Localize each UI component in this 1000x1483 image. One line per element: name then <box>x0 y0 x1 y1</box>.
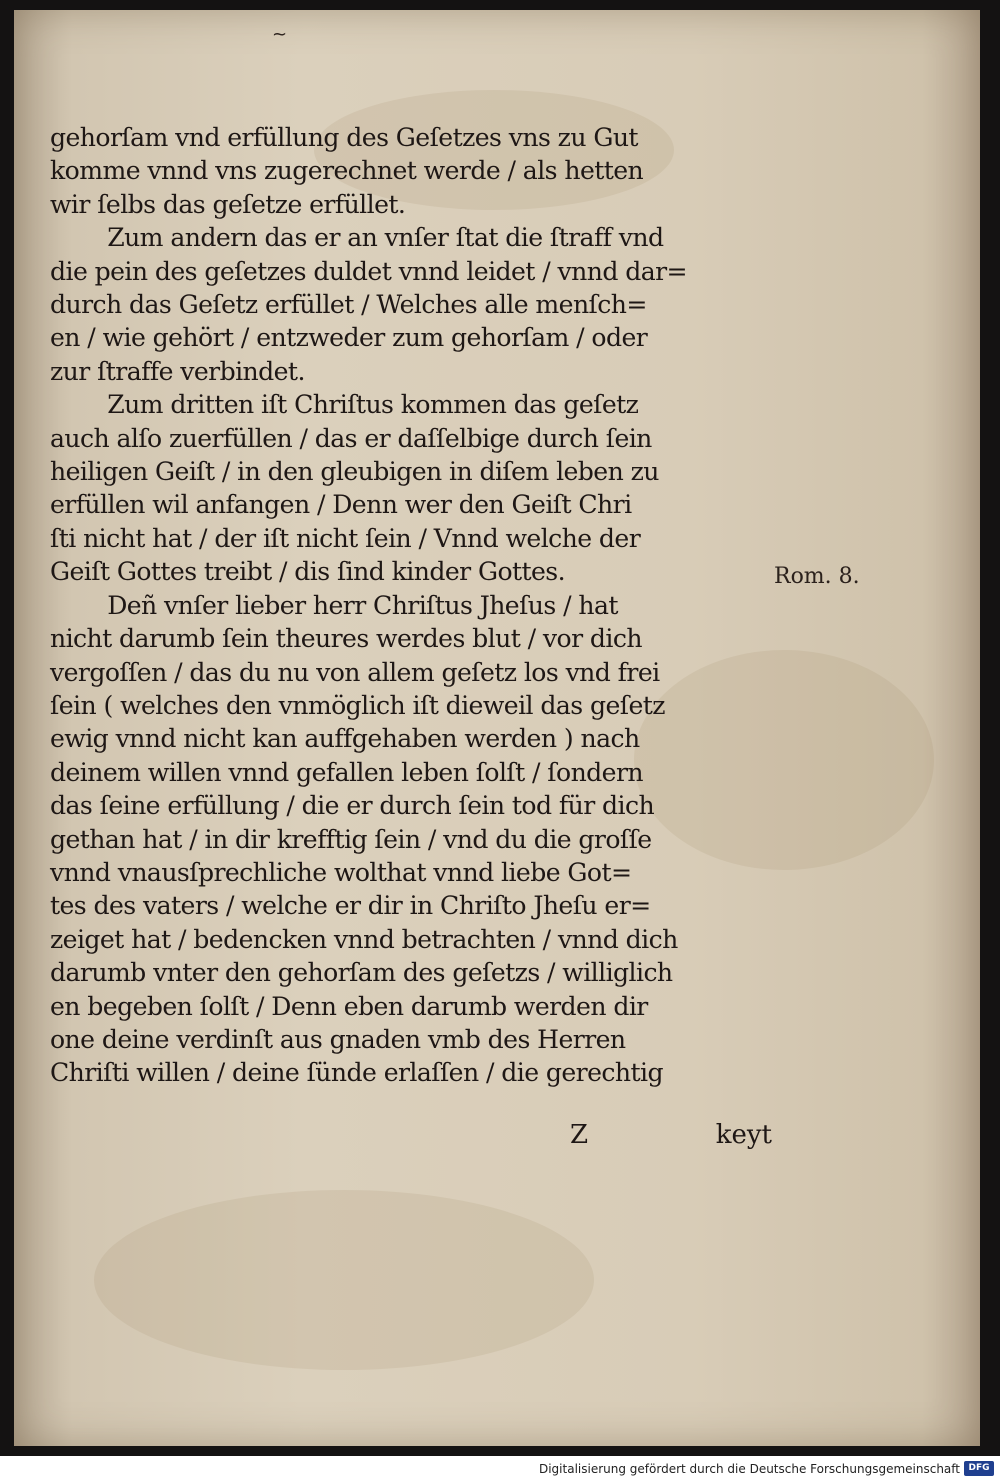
page-footer-marks <box>50 1120 772 1154</box>
text-line: gethan hat / in dir krefftig ſein / vnd du die groſſe <box>50 824 652 855</box>
digitization-footer <box>0 1456 1000 1483</box>
text-line: Geiſt Gottes treibt / dis ſind kinder Gottes. <box>50 557 566 588</box>
footer-credit: Digitalisierung gefördert durch die Deutsche Forschungsgemeinschaft <box>538 1462 960 1476</box>
text-line: heiligen Geiſt / in den gleubigen in diſem leben zu <box>50 457 659 488</box>
paper-stain <box>94 1190 594 1370</box>
signature-mark: Z <box>570 1120 589 1150</box>
page-text <box>50 122 790 1091</box>
text-line: das ſeine erfüllung / die er durch ſein tod für dich <box>50 791 655 822</box>
text-line: tes des vaters / welche er dir in Chriſto Jheſu er= <box>50 891 651 922</box>
text-line: die pein des geſetzes duldet vnnd leidet / vnnd dar= <box>50 256 688 287</box>
text-line: vnnd vnausſprechliche wolthat vnnd liebe Got= <box>50 857 632 888</box>
text-line: darumb vnter den gehorſam des geſetzs / williglich <box>50 958 673 989</box>
text-line: Chriſti willen / deine ſünde erlaſſen / die gerechtig <box>50 1058 663 1089</box>
dfg-logo: DFG <box>964 1461 994 1476</box>
text-line: Zum dritten iſt Chriſtus kommen das geſetz <box>107 390 639 421</box>
text-line: ſti nicht hat / der iſt nicht ſein / Vnnd welche der <box>50 523 641 554</box>
text-line: durch das Geſetz erfüllet / Welches alle menſch= <box>50 290 647 321</box>
text-line: nicht darumb ſein theures werdes blut / vor dich <box>50 624 642 655</box>
text-line: komme vnnd vns zugerechnet werde / als hetten <box>50 156 644 187</box>
marginal-note: Rom. 8. <box>774 564 860 589</box>
book-page <box>14 10 980 1446</box>
text-line: en begeben ſolſt / Denn eben darumb werden dir <box>50 991 648 1022</box>
text-line: ſein ( welches den vnmöglich iſt dieweil das geſetz <box>50 690 665 721</box>
catchword: keyt <box>715 1120 772 1150</box>
page-top-mark: ~ <box>272 24 288 45</box>
text-line: wir ſelbs das geſetze erfüllet. <box>50 189 406 220</box>
text-line: gehorſam vnd erfüllung des Geſetzes vns zu Gut <box>50 123 638 153</box>
text-line: one deine verdinſt aus gnaden vmb des Herren <box>50 1024 626 1055</box>
text-line: deinem willen vnnd gefallen leben ſolſt / ſondern <box>50 757 644 788</box>
text-line: Zum andern das er an vnſer ſtat die ſtraff vnd <box>107 223 664 254</box>
text-line: en / wie gehört / entzweder zum gehorſam / oder <box>50 323 648 354</box>
text-line: zur ſtraffe verbindet. <box>50 356 305 387</box>
text-line: Deñ vnſer lieber herr Chriſtus Jheſus / hat <box>107 590 618 621</box>
text-line: zeiget hat / bedencken vnnd betrachten / vnnd dich <box>50 924 678 955</box>
text-line: erfüllen wil anfangen / Denn wer den Geiſt Chri <box>50 490 632 521</box>
text-line: auch alſo zuerfüllen / das er daſſelbige durch ſein <box>50 423 652 454</box>
text-line: ewig vnnd nicht kan auffgehaben werden ) nach <box>50 724 640 755</box>
text-line: vergoſſen / das du nu von allem geſetz los vnd frei <box>50 657 660 688</box>
